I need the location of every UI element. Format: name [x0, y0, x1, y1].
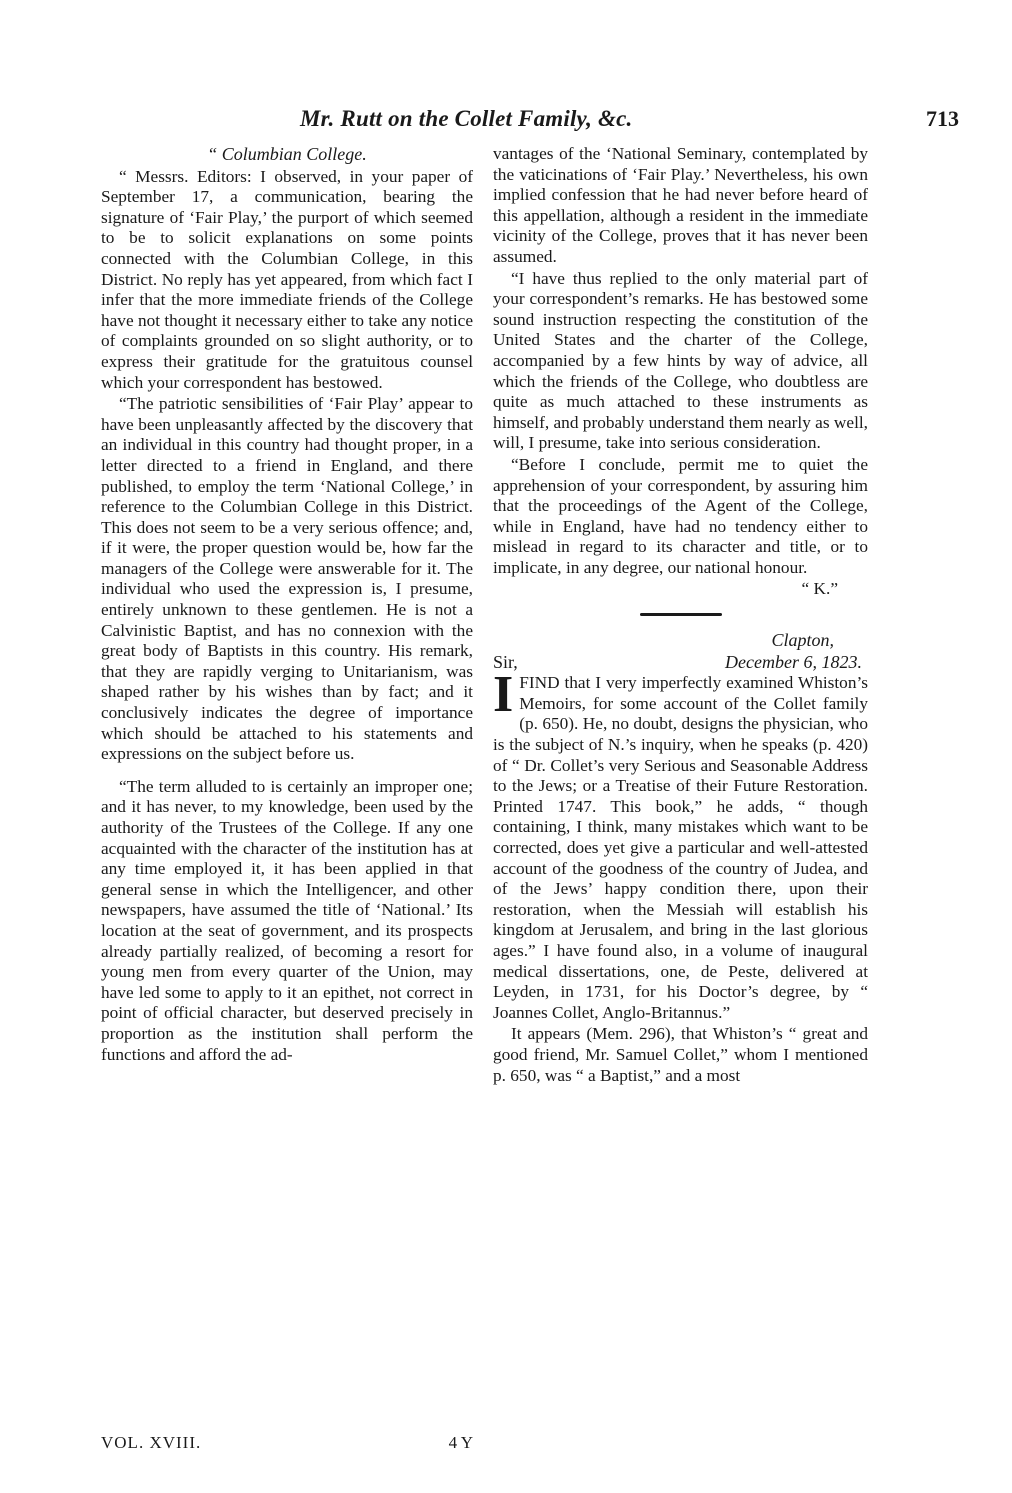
salutation: Sir, [493, 651, 518, 672]
signature-mark: 4 Y [448, 1433, 473, 1452]
place-line: Clapton, [771, 630, 834, 651]
paragraph: It appears (Mem. 296), that Whiston’s “ great and good friend, Mr. Samuel Collet,” whom I mentioned p. 650, was “ a Baptist,” and a most [493, 1024, 868, 1085]
paragraph: “Before I conclude, permit me to quiet the apprehension of your correspondent, by assuring him that the proceedings of the Agent of the College, while in England, have had no tendency either to mislead in regard to its character and title, or to implicate, in any degree, our national honour. [493, 454, 868, 577]
letter-paragraph [493, 666, 868, 1023]
right-column [493, 144, 868, 1086]
paragraph: “The patriotic sensibilities of ‘Fair Play’ appear to have been unpleasantly affected by the discovery that an individual in this country had thought proper, in a letter directed to a friend in England, and there published, to employ the term ‘National College,’ in reference to the Columbian College in this District. This does not seem to be a very serious offence; and, if it were, the proper question would be, how far the managers of the College were answerable for it. The individual who used the expression is, I presume, entirely unknown to these gentlemen. He is not a Calvinistic Baptist, and has no connexion with the great body of Baptists in this country. His remark, that they are rapidly verging to Unitarianism, was shaped rather by his wishes than by fact; and it conclusively indicates the degree of importance which should be attached to his statements and expressions on the subject before us. [101, 394, 473, 764]
paragraph: “The term alluded to is certainly an improper one; and it has never, to my knowledge, been used by the authority of the Trustees of the College. If any one acquainted with the character of the institution has at any time employed it, it has been applied in that general sense in which the Intelligencer, and other newspapers, have assumed the title of ‘National.’ Its location at the seat of government, and its prospects already partially realized, of becoming a resort for young men from every quarter of the Union, may have led some to apply to it an epithet, not correct in point of official character, but deserved precisely in proportion as the institution shall perform the functions and afford the ad- [101, 776, 473, 1064]
running-header [0, 106, 1012, 142]
letter-signature: “ K.” [801, 579, 838, 599]
letter-date: December 6, 1823. [725, 651, 862, 672]
drop-cap: I [493, 666, 514, 724]
paragraph: “I have thus replied to the only material part of your correspondent’s remarks. He has bestowed some sound instruction respecting the constitution of the United States and the charter of the College, accompanied by a few hints by way of advice, all which the friends of the College, who doubtless are quite as much attached to these instruments as himself, and probably understand them nearly as well, will, I presume, take into serious consideration. [493, 268, 868, 453]
letter-text: FIND that I very imperfectly examined Whiston’s Memoirs, for some account of the Collet family (p. 650). He, no doubt, designs the physician, who is the subject of N.’s inquiry, when he speaks (p. 420) of “ Dr. Collet’s very Serious and Seasonable Address to the Jews; or a Treatise of their Future Restoration. Printed 1747. This book,” he adds, “ though containing, I think, many mistakes which want to be corrected, does yet give a particular and well-attested account of the goodness of the country of Judea, and of the Jews’ happy condition there, upon their restoration, when the Messiah will establish his kingdom at Jerusalem, and bring in the last glorious ages.” I have found also, in a volume of inaugural medical dissertations, one, de Peste, delivered at Leyden, in 1731, for his Doctor’s degree, by “ Joannes Collet, Anglo-Britannus.” [493, 673, 868, 1022]
section-divider [640, 613, 722, 616]
date-line [493, 652, 868, 673]
section-title: “ Columbian College. [207, 144, 367, 164]
paragraph: “ Messrs. Editors: I observed, in your paper of September 17, a communication, bearing the signature of ‘Fair Play,’ the purport of which seemed to be to solicit explanations on some points connected with the Columbian College, in this District. No reply has yet appeared, from which fact I infer that the more immediate friends of the College have not thought it necessary either to take any notice of complaints grounded on so slight authority, or to express their gratitude for the gratuitous counsel which your correspondent has bestowed. [101, 166, 473, 392]
running-head: Mr. Rutt on the Collet Family, &c. [300, 106, 633, 131]
signature-line [493, 579, 868, 600]
page-number: 713 [926, 106, 959, 131]
left-column [101, 144, 473, 1065]
volume-label: VOL. XVIII. [101, 1433, 202, 1452]
paragraph: vantages of the ‘National Seminary, contemplated by the vaticinations of ‘Fair Play.’ Nevertheless, his own implied confession that he had never before heard of this appellation, although a resident in the immediate vicinity of the College, proves that it has never been assumed. [493, 144, 868, 266]
page-footer [101, 1433, 473, 1459]
